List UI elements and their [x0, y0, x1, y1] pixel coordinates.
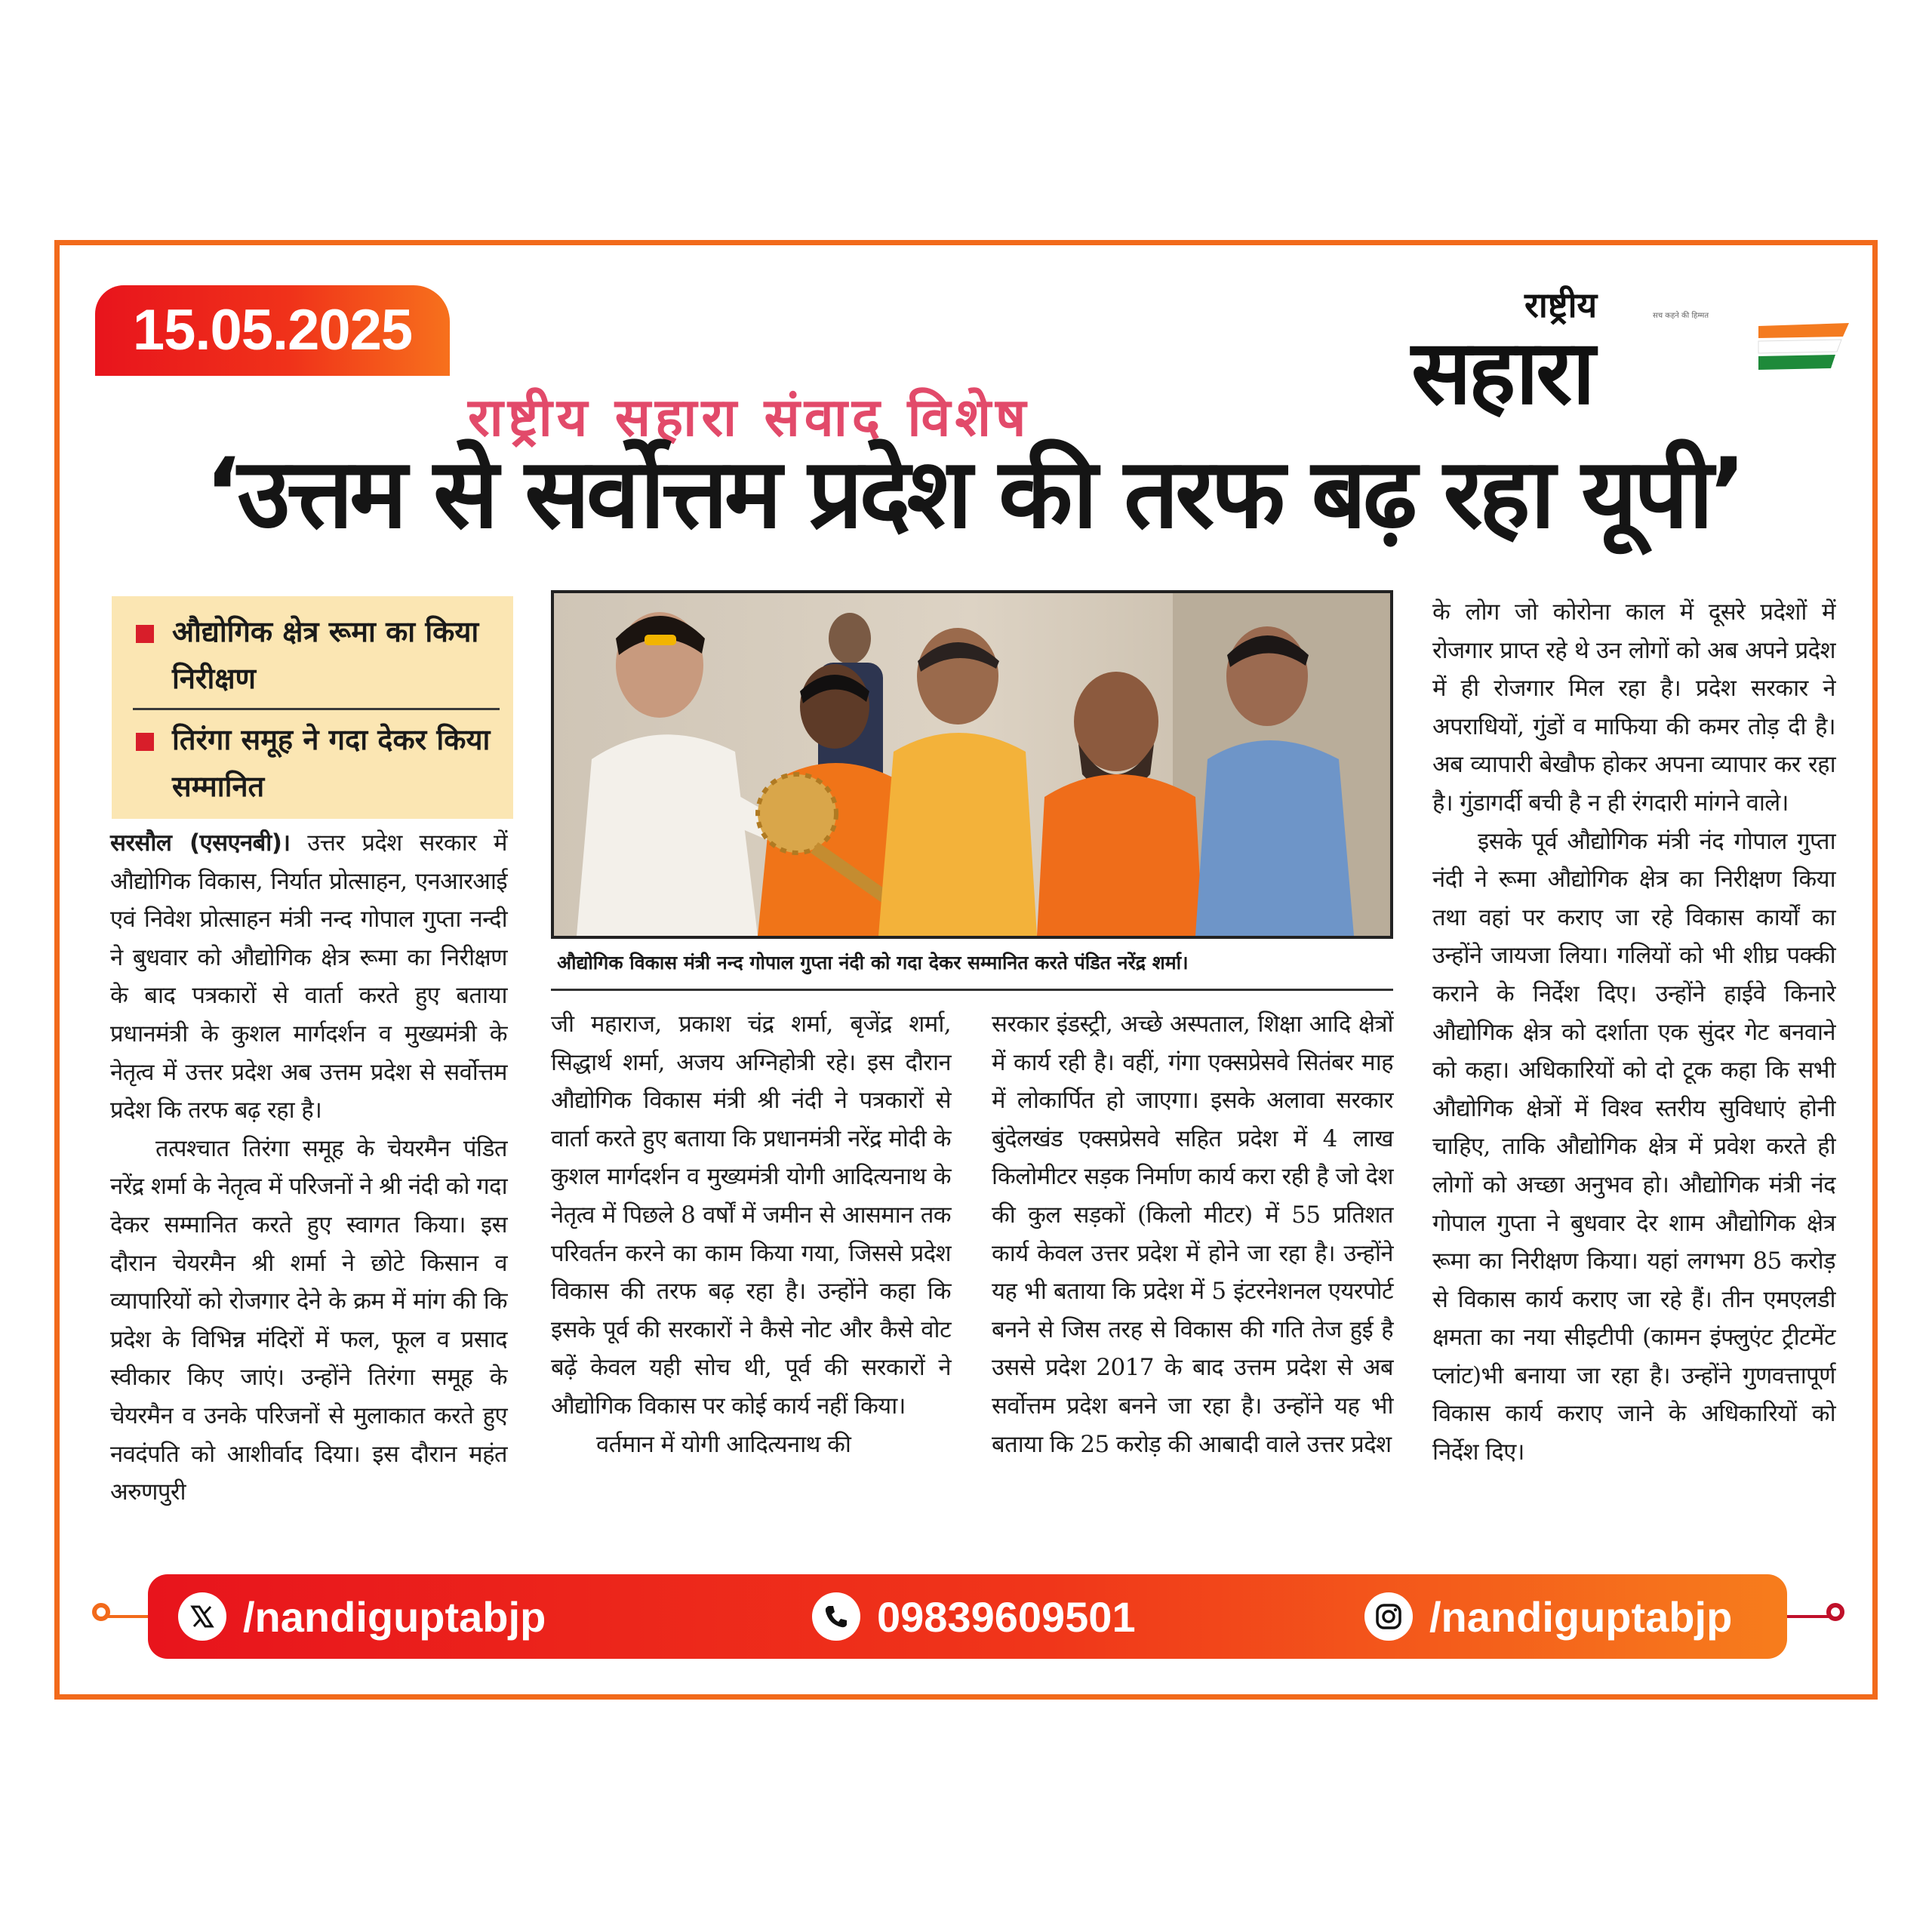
article-dateline: सरसौल (एसएनबी)।: [110, 829, 291, 857]
subhead-2: तिरंगा समूह ने गदा देकर किया सम्मानित: [133, 716, 500, 810]
instagram-icon: [1364, 1592, 1413, 1641]
footer-line-right: [1787, 1615, 1829, 1618]
col2-para-1: जी महाराज, प्रकाश चंद्र शर्मा, बृजेंद्र शर्मा, सिद्धार्थ शर्मा, अजय अग्निहोत्री रहे। इस दौरान औद्योगिक विकास मंत्री श्री नंदी ने पत्रकारों से वार्ता करते हुए बताया कि प्रधानमंत्री नरेंद्र मोदी के कुशल मार्गदर्शन व मुख्यमंत्री योगी आदित्यनाथ के नेतृत्व में पिछले 8 वर्षों में जमीन से आसमान तक परिवर्तन करने का काम किया गया, जिससे प्रदेश विकास की तरफ बढ़ रहा है। उन्होंने कहा कि इसके पूर्व की सरकारों ने कैसे नोट और कैसे वोट बढ़ें केवल यही सोच थी, पूर्व की सरकारों ने औद्योगिक विकास पर कोई कार्य नहीं किया।: [551, 1011, 951, 1420]
article-column-3: [992, 1005, 1393, 1463]
article-column-2: [551, 1005, 951, 1463]
masthead-tagline: सच कहने की हिम्मत: [1653, 312, 1709, 320]
article-column-1: [110, 824, 507, 1512]
masthead-small-title: राष्ट्रीय: [1524, 285, 1598, 325]
col4-para-2: इसके पूर्व औद्योगिक मंत्री नंद गोपाल गुप्ता नंदी ने रूमा औद्योगिक क्षेत्र का निरीक्षण किया तथा वहां पर कराए जा रहे विकास कार्यों का उन्होंने जायजा लिया। गलियों को भी शीघ्र पक्की कराने के निर्देश दिए। उन्होंने हाईवे किनारे औद्योगिक क्षेत्र को दर्शाता एक सुंदर गेट बनवाने को कहा। अधिकारियों को दो टूक कहा कि सभी औद्योगिक क्षेत्रों में विश्व स्तरीय सुविधाएं होनी चाहिए, ताकि औद्योगिक क्षेत्र में प्रवेश करते ही लोगों को अच्छा अनुभव हो। औद्योगिक मंत्री नंद गोपाल गुप्ता ने बुधवार देर शाम औद्योगिक क्षेत्र रूमा का निरीक्षण किया। यहां लगभग 85 करोड़ से विकास कार्य कराए जा रहे हैं। तीन एमएलडी क्षमता का नया सीइटीपी (कामन इंफ्लुएंट ट्रीटमेंट प्लांट)भी बनाया जा रहा है। उन्होंने गुणवत्तापूर्ण विकास कार्य कराए जाने के अधिकारियों को निर्देश दिए।: [1432, 827, 1835, 1466]
date-badge: 15.05.2025: [95, 285, 450, 376]
footer-x-handle[interactable]: [178, 1574, 546, 1659]
footer-dot-left: [92, 1603, 110, 1621]
masthead-name: सहारा: [1411, 320, 1592, 424]
col1-para-2: तत्पश्चात तिरंगा समूह के चेयरमैन पंडित नरेंद्र शर्मा के नेतृत्व में परिजनों ने श्री नंदी को गदा देकर सम्मानित करते हुए स्वागत किया। इस दौरान चेयरमैन श्री शर्मा ने छोटे किसान व व्यापारियों को रोजगार देने के क्रम में मांग की कि प्रदेश के विभिन्न मंदिरों में फल, फूल व प्रसाद स्वीकार किए जाएं। उन्होंने तिरंगा समूह के चेयरमैन व उनके परिजनों से मुलाकात करते हुए नवदंपति को आशीर्वाद दिया। इस दौरान महंत अरुणपुरी: [110, 1134, 507, 1506]
subheads-box: [112, 596, 513, 819]
col3-para-1: सरकार इंडस्ट्री, अच्छे अस्पताल, शिक्षा आदि क्षेत्रों में कार्य रही है। वहीं, गंगा एक्सप्रेसवे सितंबर माह में लोकार्पित हो जाएगा। इसके अलावा सरकार बुंदेलखंड एक्सप्रेसवे सहित प्रदेश में 4 लाख किलोमीटर सड़क निर्माण कार्य करा रही है जो देश की कुल सड़कों (किलो मीटर) में 55 प्रतिशत कार्य केवल उत्तर प्रदेश में होने जा रहा है। उन्होंने यह भी बताया कि प्रदेश में 5 इंटरनेशनल एयरपोर्ट बनने से जिस तरह से विकास की गति तेज हुई है उससे प्रदेश 2017 के बाद उत्तम प्रदेश से अब सर्वोत्तम प्रदेश बनने जा रहा है। उन्होंने यह भी बताया कि 25 करोड़ की आबादी वाले उत्तर प्रदेश: [992, 1011, 1393, 1458]
photo-illustration: [554, 593, 1390, 936]
col2-para-2: वर्तमान में योगी आदित्यनाथ की: [596, 1430, 851, 1458]
x-handle-text: /nandiguptabjp: [243, 1592, 546, 1641]
footer-instagram-handle[interactable]: [1364, 1574, 1732, 1659]
news-photo: [551, 590, 1393, 939]
article-column-4: [1432, 593, 1835, 1472]
photo-caption: औद्योगिक विकास मंत्री नन्द गोपाल गुप्ता नंदी को गदा देकर सम्मानित करते पंडित नरेंद्र शर्मा।: [557, 952, 1189, 974]
phone-icon: [812, 1592, 860, 1641]
instagram-handle-text: /nandiguptabjp: [1429, 1592, 1733, 1641]
col1-para-1: उत्तर प्रदेश सरकार में औद्योगिक विकास, निर्यात प्रोत्साहन, एनआरआई एवं निवेश प्रोत्साहन मंत्री नन्द गोपाल गुप्ता नन्दी ने बुधवार को औद्योगिक क्षेत्र रूमा का निरीक्षण के बाद पत्रकारों से वार्ता करते हुए बताया प्रधानमंत्री के कुशल मार्गदर्शन व मुख्यमंत्री के नेतृत्व में उत्तर प्रदेश अब उत्तम प्रदेश से सर्वोत्तम प्रदेश कि तरफ बढ़ रहा है।: [110, 829, 507, 1124]
col4-para-1: के लोग जो कोरोना काल में दूसरे प्रदेशों में रोजगार प्राप्त रहे थे उन लोगों को अब अपने प्रदेश में ही रोजगार मिल रहा है। प्रदेश सरकार ने अपराधियों, गुंडों व माफिया की कमर तोड़ दी है। अब व्यापारी बेखौफ होकर अपना व्यापार कर रहा है। गुंडागर्दी बची है न ही रंगदारी मांगने वाले।: [1432, 598, 1835, 817]
footer-phone[interactable]: [812, 1574, 1136, 1659]
kicker-text: राष्ट्रीय सहारा संवाद विशेष: [468, 386, 1031, 448]
caption-divider: [551, 989, 1393, 991]
tricolor-flag-icon: [1758, 320, 1849, 373]
phone-number: 09839609501: [877, 1592, 1136, 1641]
headline: ‘उत्तम से सर्वोत्तम प्रदेश की तरफ बढ़ रहा यूपी’: [204, 438, 1743, 550]
newspaper-masthead: [1404, 281, 1849, 424]
footer-dot-right: [1826, 1603, 1844, 1621]
subhead-1: औद्योगिक क्षेत्र रूमा का किया निरीक्षण: [133, 608, 500, 710]
x-logo-icon: [178, 1592, 226, 1641]
